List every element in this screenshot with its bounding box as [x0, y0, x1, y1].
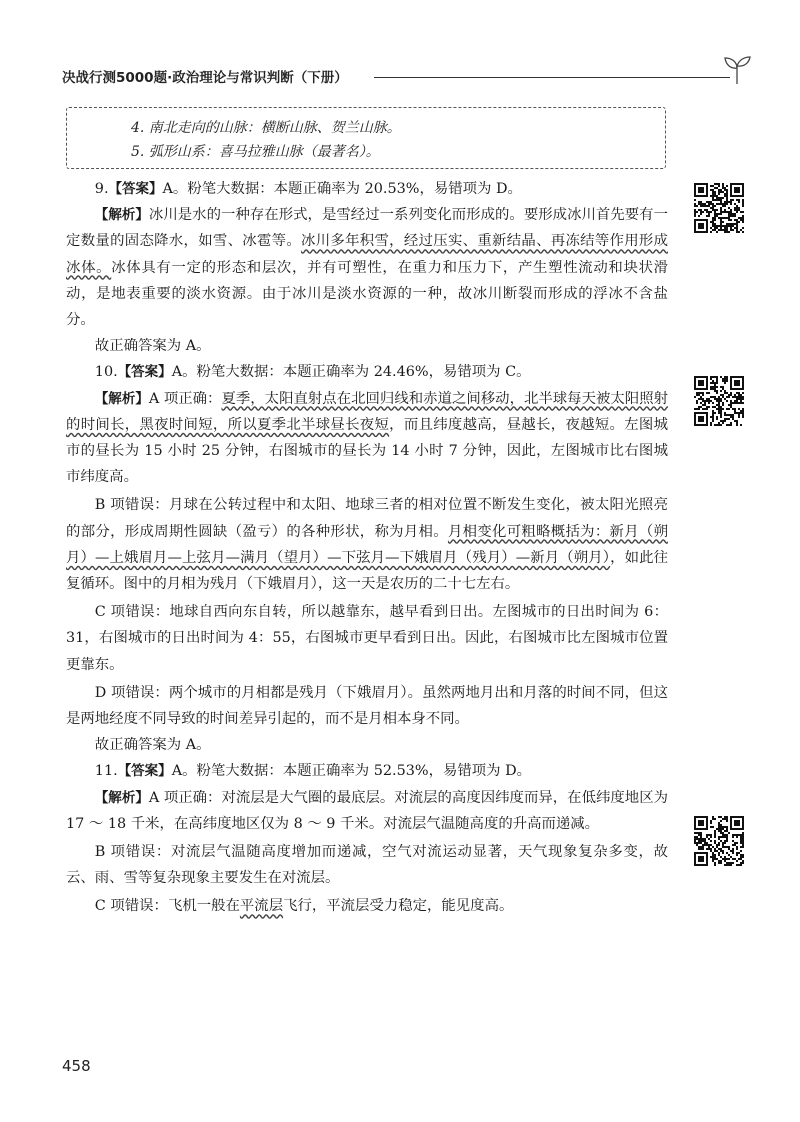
q10-analysis-a: 【解析】A 项正确：夏季，太阳直射点在北回归线和赤道之间移动，北半球每天被太阳照射的时间长，黑夜时间短，所以夏季北半球昼长夜短，而且纬度越高，昼越长，夜越短。左图城市的昼长为 15 小时 25 分钟，右图城市的昼长为 14 小时 7 分钟，因此，左图城市比右图城市纬度高。	[66, 390, 669, 486]
analysis-tag: 【解析】	[94, 207, 149, 224]
qr-code-icon[interactable]	[694, 376, 744, 426]
q9-conclusion: 故正确答案为 A。	[94, 338, 211, 355]
q11-analysis-a: 【解析】A 项正确：对流层是大气圈的最底层。对流层的高度因纬度而异，在低纬度地区为 17 ～ 18 千米，在高纬度地区仅为 8 ～ 9 千米。对流层气温随高度的升高而递减。	[66, 789, 668, 832]
sprout-icon	[722, 54, 752, 86]
tip-box	[66, 107, 666, 169]
q9-number: 9.	[94, 181, 109, 197]
analysis-tag: 【解析】	[94, 390, 149, 407]
q10-answer	[66, 359, 668, 385]
page-number: 458	[62, 1057, 91, 1075]
q11-analysis-c: C 项错误：飞机一般在平流层飞行，平流层受力稳定，能见度高。	[94, 898, 514, 915]
qr-code-icon[interactable]	[694, 183, 744, 233]
q10-analysis-b: B 项错误：月球在公转过程中和太阳、地球三者的相对位置不断发生变化，被太阳光照亮的部分，形成周期性圆缺（盈亏）的各种形状，称为月相。月相变化可粗略概括为：新月（朔月）—上娥眉月—上弦月—满月（望月）—下弦月—下娥眉月（残月）—新月（朔月），如此往复循环。图中的月相为残月（下娥眉月），这一天是农历的二十七左右。	[66, 497, 668, 593]
wavy-underline: 月相变化可粗略概括为：新月（朔月）—上娥眉月—上弦月—满月（望月）—下弦月—下娥眉月（残月）—新月（朔月）	[66, 523, 668, 566]
q9-analysis: 【解析】冰川是水的一种存在形式，是雪经过一系列变化而形成的。要形成冰川首先要有一定数量的固态降水，如雪、冰雹等。冰川多年积雪，经过压实、重新结晶、再冻结等作用形成冰体。冰体具有一定的形态和层次，并有可塑性，在重力和压力下，产生塑性流动和块状滑动，是地表重要的淡水资源。由于冰川是淡水资源的一种，故冰川断裂而形成的浮冰不含盐分。	[66, 207, 668, 329]
qr-code-icon[interactable]	[694, 816, 744, 866]
answer-tag: 【答案】	[117, 364, 172, 381]
book-title: 决战行测5000题·政治理论与常识判断（下册）	[62, 70, 348, 86]
q11-analysis-b: B 项错误：对流层气温随高度增加而递减，空气对流运动显著，天气现象复杂多变，故云、雨、雪等复杂现象主要发生在对流层。	[66, 844, 668, 887]
q10-answer-text: A。粉笔大数据：本题正确率为 24.46%，易错项为 C。	[171, 364, 531, 381]
q9-answer	[66, 176, 668, 202]
q10-number: 10.	[94, 364, 118, 381]
tip-line-1: 4. 南北走向的山脉：横断山脉、贺兰山脉。	[131, 120, 401, 136]
wavy-underline: 夏季，太阳直射点在北回归线和赤道之间移动，北半球每天被太阳照射的时间长，黑夜时间短，所以夏季北半球昼长夜短	[66, 390, 669, 433]
q10-analysis-d: D 项错误：两个城市的月相都是残月（下娥眉月）。虽然两地月出和月落的时间不同，但这是两地经度不同导致的时间差异引起的，而不是月相本身不同。	[66, 684, 668, 728]
answer-content	[66, 176, 668, 920]
q11-answer	[66, 758, 668, 784]
analysis-tag: 【解析】	[94, 789, 149, 806]
q9-answer-text: A。粉笔大数据：本题正确率为 20.53%，易错项为 D。	[162, 181, 522, 197]
q11-number: 11.	[94, 763, 118, 780]
q11-answer-text: A。粉笔大数据：本题正确率为 52.53%，易错项为 D。	[171, 763, 532, 780]
q10-analysis-c: C 项错误：地球自西向东自转，所以越靠东，越早看到日出。左图城市的日出时间为 6：31，右图城市的日出时间为 4：55，右图城市更早看到日出。因此，右图城市比左图城市位置更靠东。	[66, 604, 668, 673]
wavy-underline: 平流层	[239, 898, 284, 915]
page-header	[62, 60, 752, 94]
q10-conclusion: 故正确答案为 A。	[94, 737, 211, 754]
answer-tag: 【答案】	[117, 763, 172, 780]
wavy-underline: 冰川多年积雪，经过压实、重新结晶、再冻结等作用形成冰体。	[66, 233, 668, 276]
answer-tag: 【答案】	[108, 181, 163, 197]
tip-line-2: 5. 弧形山系：喜马拉雅山脉（最著名）。	[131, 144, 380, 160]
header-rule	[374, 77, 730, 78]
